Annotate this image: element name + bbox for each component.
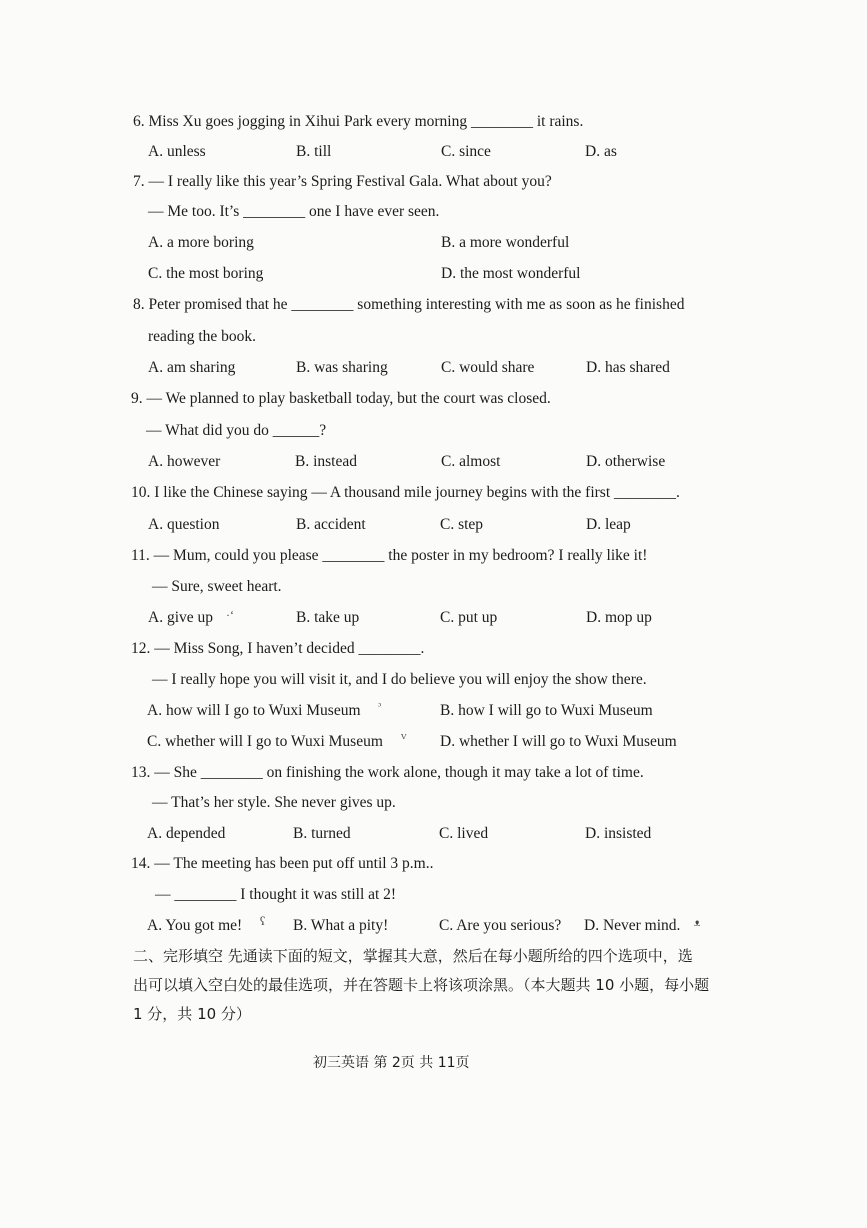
section-2-instructions-line-3: 1 分，共 10 分） [133, 1005, 251, 1023]
q13-reply: — That’s her style. She never gives up. [152, 794, 396, 811]
q13-stem: 13. — She ________ on finishing the work alone, though it may take a lot of time. [131, 764, 644, 781]
section-2-instructions-line-2: 出可以填入空白处的最佳选项，并在答题卡上将该项涂黑。（本大题共 10 小题，每小题 [133, 976, 710, 994]
q10-stem: 10. I like the Chinese saying — A thousand mile journey begins with the first ________. [131, 484, 680, 501]
q11-option-a: A. give up [148, 609, 214, 626]
q7-option-c: C. the most boring [148, 265, 264, 282]
q13-option-d: D. insisted [585, 825, 652, 842]
q7-reply: — Me too. It’s ________ one I have ever seen. [148, 203, 440, 220]
q8-option-a: A. am sharing [148, 359, 236, 376]
q9-option-d: D. otherwise [586, 453, 666, 470]
pencil-mark-icon: ʕ [260, 914, 266, 928]
q10-option-d: D. leap [586, 516, 631, 533]
pencil-mark-icon: ⱽ [401, 732, 407, 746]
q13-option-b: B. turned [293, 825, 351, 842]
q12-option-a: A. how will I go to Wuxi Museum [147, 702, 361, 719]
q10-option-a: A. question [148, 516, 220, 533]
q11-option-c: C. put up [440, 609, 498, 626]
q14-option-b: B. What a pity! [293, 917, 389, 934]
q13-option-c: C. lived [439, 825, 489, 842]
q8-stem: 8. Peter promised that he ________ something interesting with me as soon as he finished [133, 296, 685, 313]
q6-option-b: B. till [296, 143, 332, 160]
pencil-mark-icon: ·‘ [226, 608, 234, 622]
q7-option-a: A. a more boring [148, 234, 254, 251]
q9-reply: — What did you do ______? [146, 422, 327, 439]
q8-stem-continued: reading the book. [148, 328, 257, 345]
q10-option-c: C. step [440, 516, 484, 533]
q7-option-b: B. a more wonderful [441, 234, 570, 251]
q12-stem: 12. — Miss Song, I haven’t decided ________. [131, 640, 425, 657]
q6-option-c: C. since [441, 143, 491, 160]
q12-reply: — I really hope you will visit it, and I do believe you will enjoy the show there. [152, 671, 647, 688]
q11-reply: — Sure, sweet heart. [152, 578, 282, 595]
page-footer: 初三英语 第 2页 共 11页 [313, 1055, 470, 1071]
q9-option-a: A. however [148, 453, 221, 470]
q6-option-a: A. unless [148, 143, 206, 160]
q14-stem: 14. — The meeting has been put off until 3 p.m.. [131, 855, 434, 872]
q10-option-b: B. accident [296, 516, 366, 533]
q12-option-c: C. whether will I go to Wuxi Museum [147, 733, 383, 750]
q13-option-a: A. depended [147, 825, 226, 842]
q7-stem: 7. — I really like this year’s Spring Festival Gala. What about you? [133, 173, 552, 190]
q9-option-b: B. instead [295, 453, 357, 470]
q7-option-d: D. the most wonderful [441, 265, 581, 282]
q12-option-b: B. how I will go to Wuxi Museum [440, 702, 653, 719]
section-2-instructions-line-1: 二、完形填空 先通读下面的短文，掌握其大意，然后在每小题所给的四个选项中，选 [133, 947, 693, 965]
q6-stem: 6. Miss Xu goes jogging in Xihui Park every morning ________ it rains. [133, 113, 584, 130]
q11-option-d: D. mop up [586, 609, 652, 626]
q14-option-c: C. Are you serious? [439, 917, 562, 934]
q9-option-c: C. almost [441, 453, 501, 470]
q8-option-c: C. would share [441, 359, 535, 376]
q12-option-d: D. whether I will go to Wuxi Museum [440, 733, 677, 750]
pencil-mark-icon: ᵓ [378, 699, 382, 713]
q11-stem: 11. — Mum, could you please ________ the poster in my bedroom? I really like it! [131, 547, 648, 564]
q9-stem: 9. — We planned to play basketball today, but the court was closed. [131, 390, 551, 407]
q14-option-d: D. Never mind. [584, 917, 681, 934]
q14-reply: — ________ I thought it was still at 2! [155, 886, 397, 903]
q8-option-b: B. was sharing [296, 359, 388, 376]
q6-option-d: D. as [585, 143, 617, 160]
q11-option-b: B. take up [296, 609, 360, 626]
q8-option-d: D. has shared [586, 359, 670, 376]
q14-option-a: A. You got me! [147, 917, 243, 934]
pencil-mark-icon: ᴥ [694, 915, 701, 929]
